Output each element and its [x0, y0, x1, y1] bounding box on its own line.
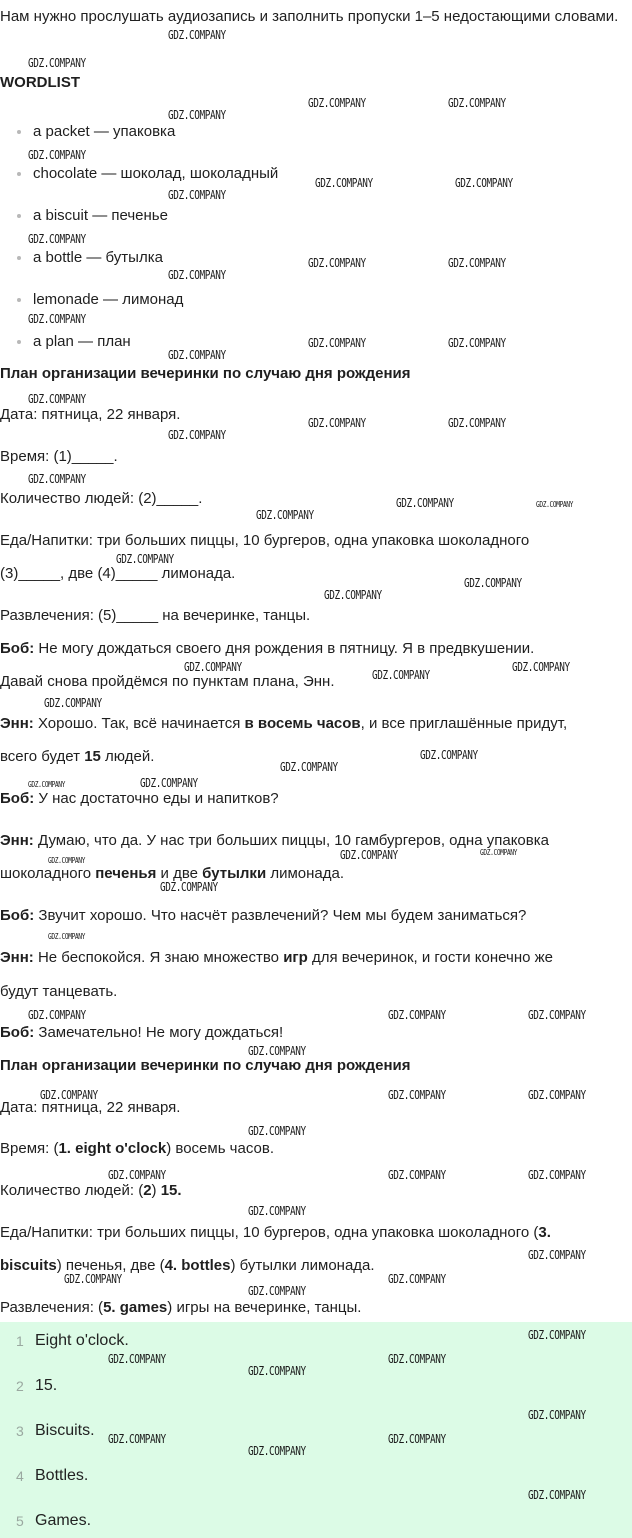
watermark: GDZ.COMPANY: [448, 256, 506, 270]
task-intro: Нам нужно прослушать аудиозапись и заполнить пропуски 1–5 недостающими словами.: [0, 8, 619, 25]
watermark: GDZ.COMPANY: [324, 588, 382, 602]
watermark: GDZ.COMPANY: [108, 1168, 166, 1182]
watermark: GDZ.COMPANY: [455, 176, 513, 190]
dialogue-line: Энн: Хорошо. Так, всё начинается в восемь часов, и все приглашённые придут,: [0, 715, 568, 732]
plan-food-line1: Еда/Напитки: три больших пиццы, 10 бургеров, одна упаковка шоколадного: [0, 532, 530, 549]
dialogue-line: шоколадного печенья и две бутылки лимонада.: [0, 865, 345, 882]
plan-time: Время: (1. eight o'clock) восемь часов.: [0, 1140, 274, 1157]
answers-panel: [0, 1322, 632, 1538]
watermark: GDZ.COMPANY: [168, 188, 226, 202]
answer-text: Eight o'clock.: [35, 1332, 129, 1349]
dialogue-line: Боб: Звучит хорошо. Что насчёт развлечений? Чем мы будем заниматься?: [0, 907, 527, 924]
answer-number: 2: [16, 1378, 24, 1394]
watermark: GDZ.COMPANY: [28, 312, 86, 326]
watermark: GDZ.COMPANY: [528, 1408, 586, 1422]
watermark: GDZ.COMPANY: [168, 268, 226, 282]
watermark: GDZ.COMPANY: [372, 668, 430, 682]
answer-number: 1: [16, 1333, 24, 1349]
watermark: GDZ.COMPANY: [256, 508, 314, 522]
watermark: GDZ.COMPANY: [388, 1008, 446, 1022]
watermark: GDZ.COMPANY: [48, 856, 86, 865]
wordlist-item: lemonade — лимонад: [33, 291, 184, 308]
answer-text: 15.: [35, 1377, 58, 1394]
watermark: GDZ.COMPANY: [528, 1088, 586, 1102]
watermark: GDZ.COMPANY: [248, 1364, 306, 1378]
wordlist-item: chocolate — шоколад, шоколадный: [33, 165, 279, 182]
watermark: GDZ.COMPANY: [248, 1204, 306, 1218]
plan-fun: Развлечения: (5)_____ на вечеринке, танцы.: [0, 607, 311, 624]
watermark: GDZ.COMPANY: [512, 660, 570, 674]
answer-number: 5: [16, 1513, 24, 1529]
answer-text: Biscuits.: [35, 1422, 95, 1439]
watermark: GDZ.COMPANY: [536, 500, 574, 509]
watermark: GDZ.COMPANY: [528, 1168, 586, 1182]
plan-food-line2: (3)_____, две (4)_____ лимонада.: [0, 565, 236, 582]
watermark: GDZ.COMPANY: [528, 1488, 586, 1502]
bullet: [17, 214, 21, 218]
plan-date: Дата: пятница, 22 января.: [0, 406, 181, 423]
watermark: GDZ.COMPANY: [44, 696, 102, 710]
watermark: GDZ.COMPANY: [280, 760, 338, 774]
plan-title: План организации вечеринки по случаю дня рождения: [0, 365, 411, 382]
watermark: GDZ.COMPANY: [108, 1432, 166, 1446]
dialogue-line: Энн: Не беспокойся. Я знаю множество игр для вечеринок, и гости конечно же: [0, 949, 553, 966]
dialogue-line: всего будет 15 людей.: [0, 748, 155, 765]
bullet: [17, 256, 21, 260]
watermark: GDZ.COMPANY: [168, 28, 226, 42]
watermark: GDZ.COMPANY: [108, 1352, 166, 1366]
watermark: GDZ.COMPANY: [528, 1248, 586, 1262]
watermark: GDZ.COMPANY: [184, 660, 242, 674]
watermark: GDZ.COMPANY: [480, 848, 518, 857]
answer-number: 4: [16, 1468, 24, 1484]
watermark: GDZ.COMPANY: [248, 1124, 306, 1138]
watermark: GDZ.COMPANY: [464, 576, 522, 590]
watermark: GDZ.COMPANY: [28, 392, 86, 406]
watermark: GDZ.COMPANY: [308, 416, 366, 430]
watermark: GDZ.COMPANY: [28, 472, 86, 486]
watermark: GDZ.COMPANY: [388, 1088, 446, 1102]
watermark: GDZ.COMPANY: [64, 1272, 122, 1286]
dialogue-line: Энн: Думаю, что да. У нас три больших пиццы, 10 гамбургеров, одна упаковка: [0, 832, 549, 849]
watermark: GDZ.COMPANY: [248, 1284, 306, 1298]
plan-people: Количество людей: (2) 15.: [0, 1182, 182, 1199]
answer-text: Bottles.: [35, 1467, 89, 1484]
dialogue-line: Боб: Замечательно! Не могу дождаться!: [0, 1024, 284, 1041]
watermark: GDZ.COMPANY: [160, 880, 218, 894]
watermark: GDZ.COMPANY: [388, 1352, 446, 1366]
watermark: GDZ.COMPANY: [28, 148, 86, 162]
watermark: GDZ.COMPANY: [28, 780, 66, 789]
wordlist-item: a biscuit — печенье: [33, 207, 168, 224]
watermark: GDZ.COMPANY: [308, 96, 366, 110]
watermark: GDZ.COMPANY: [40, 1088, 98, 1102]
wordlist-item: a packet — упаковка: [33, 123, 176, 140]
dialogue-line: Боб: У нас достаточно еды и напитков?: [0, 790, 279, 807]
watermark: GDZ.COMPANY: [168, 428, 226, 442]
wordlist-item: a plan — план: [33, 333, 131, 350]
watermark: GDZ.COMPANY: [388, 1432, 446, 1446]
plan-fun: Развлечения: (5. games) игры на вечеринке, танцы.: [0, 1299, 362, 1316]
plan-people: Количество людей: (2)_____.: [0, 490, 203, 507]
watermark: GDZ.COMPANY: [420, 748, 478, 762]
watermark: GDZ.COMPANY: [248, 1444, 306, 1458]
watermark: GDZ.COMPANY: [48, 932, 86, 941]
plan-time: Время: (1)_____.: [0, 448, 118, 465]
plan-title: План организации вечеринки по случаю дня рождения: [0, 1057, 411, 1074]
watermark: GDZ.COMPANY: [308, 256, 366, 270]
bullet: [17, 298, 21, 302]
watermark: GDZ.COMPANY: [388, 1168, 446, 1182]
plan-food-line1: Еда/Напитки: три больших пиццы, 10 бургеров, одна упаковка шоколадного (3.: [0, 1224, 551, 1241]
dialogue-line: Боб: Не могу дождаться своего дня рождения в пятницу. Я в предвкушении.: [0, 640, 535, 657]
wordlist-item: a bottle — бутылка: [33, 249, 163, 266]
watermark: GDZ.COMPANY: [340, 848, 398, 862]
dialogue-line: будут танцевать.: [0, 983, 118, 1000]
bullet: [17, 172, 21, 176]
watermark: GDZ.COMPANY: [140, 776, 198, 790]
plan-date: Дата: пятница, 22 января.: [0, 1099, 181, 1116]
watermark: GDZ.COMPANY: [528, 1008, 586, 1022]
bullet: [17, 340, 21, 344]
watermark: GDZ.COMPANY: [116, 552, 174, 566]
plan-food-line2: biscuits) печенья, две (4. bottles) бутылки лимонада.: [0, 1257, 375, 1274]
dialogue-line: Давай снова пройдёмся по пунктам плана, Энн.: [0, 673, 335, 690]
watermark: GDZ.COMPANY: [448, 336, 506, 350]
watermark: GDZ.COMPANY: [315, 176, 373, 190]
watermark: GDZ.COMPANY: [388, 1272, 446, 1286]
watermark: GDZ.COMPANY: [168, 108, 226, 122]
bullet: [17, 130, 21, 134]
watermark: GDZ.COMPANY: [28, 232, 86, 246]
watermark: GDZ.COMPANY: [248, 1044, 306, 1058]
watermark: GDZ.COMPANY: [168, 348, 226, 362]
watermark: GDZ.COMPANY: [28, 56, 86, 70]
watermark: GDZ.COMPANY: [528, 1328, 586, 1342]
watermark: GDZ.COMPANY: [396, 496, 454, 510]
watermark: GDZ.COMPANY: [28, 1008, 86, 1022]
answer-number: 3: [16, 1423, 24, 1439]
wordlist-title: WORDLIST: [0, 74, 80, 91]
watermark: GDZ.COMPANY: [308, 336, 366, 350]
answer-text: Games.: [35, 1512, 92, 1529]
watermark: GDZ.COMPANY: [448, 416, 506, 430]
watermark: GDZ.COMPANY: [448, 96, 506, 110]
